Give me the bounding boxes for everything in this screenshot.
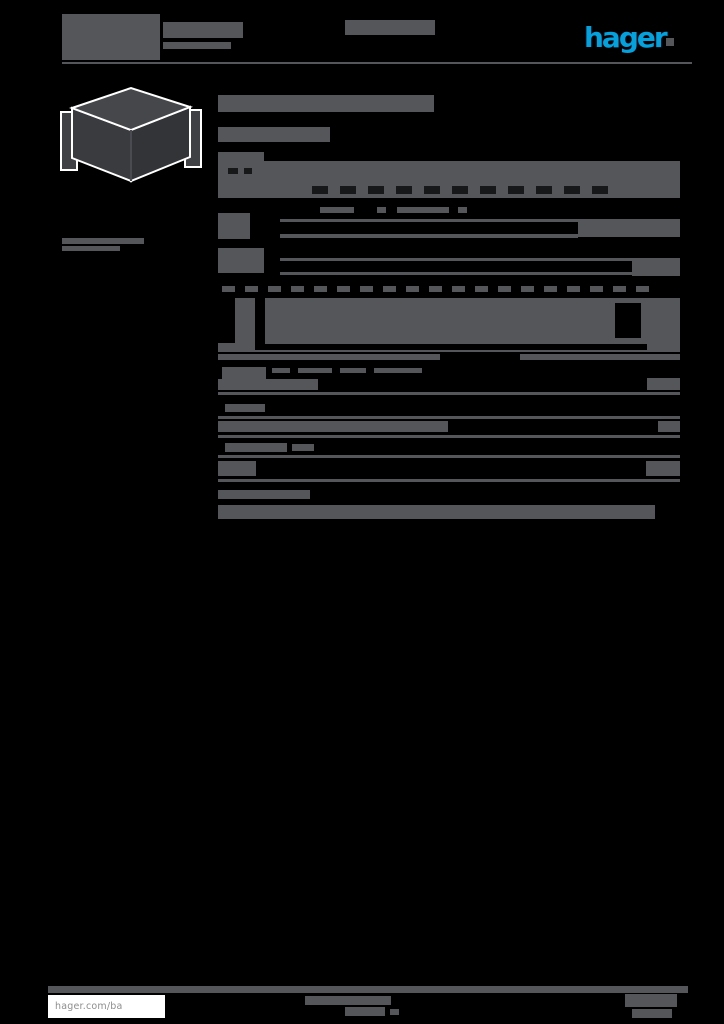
spec-row7-rule-top (218, 416, 680, 419)
dimension-dash-strip-10 (452, 286, 465, 292)
dimension-dash-strip-9 (429, 286, 442, 292)
spec-frag-a4 (458, 207, 467, 213)
dimension-dash-strip-16 (590, 286, 603, 292)
dimension-dash-strip-2 (268, 286, 281, 292)
panel-text-dashes-7 (508, 186, 524, 194)
table-header-panel (218, 161, 680, 198)
line-c-left (218, 354, 440, 360)
dimension-dash-strip-11 (475, 286, 488, 292)
dimension-dash-strip-1 (245, 286, 258, 292)
dimension-dash-strip-0 (222, 286, 235, 292)
spec-row6-rule (218, 392, 680, 395)
footer-url-box (48, 995, 165, 1018)
spec-row8-rule-top (218, 455, 680, 458)
rule-c-right-stub (647, 343, 680, 350)
dimension-dash-strip-6 (360, 286, 373, 292)
spec-row7-rule-bottom (218, 435, 680, 438)
dimension-dash-strip-3 (291, 286, 304, 292)
spec-row8-label (225, 443, 287, 452)
spec-frag-a1 (320, 207, 354, 213)
spec-row1-icon (218, 213, 250, 239)
spec-row6-value (647, 378, 680, 390)
product-image (56, 80, 206, 192)
rule-c-line (218, 350, 680, 352)
spec-row1-value (578, 221, 680, 237)
panel-text-dashes-1 (340, 186, 356, 194)
dimension-dash-strip-4 (314, 286, 327, 292)
spec-row2-label (218, 248, 264, 273)
page-subtitle-blob (218, 127, 330, 142)
header-text-line-2 (163, 42, 231, 49)
spec-row7-text (218, 421, 448, 432)
header-divider-rule (62, 62, 692, 64)
footer-center-line-2 (345, 1007, 385, 1016)
footer-right-line-1 (625, 994, 677, 1007)
dimension-dash-strip-5 (337, 286, 350, 292)
dimension-dash-strip-7 (383, 286, 396, 292)
panel-text-dashes-10 (592, 186, 608, 194)
logo-square-mark (666, 38, 674, 46)
spec-frag-a3 (397, 207, 449, 213)
footer-center-frag (390, 1009, 399, 1015)
spec-row6-text (218, 379, 318, 390)
panel-text-dashes-2 (368, 186, 384, 194)
rule-c-left-stub (218, 343, 255, 350)
footer-right-line-2 (632, 1009, 672, 1018)
spec-row1-rule-bottom (280, 234, 578, 238)
panel-icon-mark-2 (244, 168, 252, 174)
footer-url-text[interactable]: hager.com/ba (55, 1001, 123, 1012)
dimension-dash-strip-8 (406, 286, 419, 292)
line-c-right (520, 354, 680, 360)
spec-row2-value (632, 259, 680, 276)
dimension-dash-strip-13 (521, 286, 534, 292)
dimension-dash-strip-15 (567, 286, 580, 292)
spec-row9-label (218, 490, 310, 499)
paragraph-slab-notch (615, 303, 641, 338)
page-title-blob (218, 95, 434, 112)
paragraph-left-strip (235, 298, 255, 345)
spec-frag-a2 (377, 207, 386, 213)
spec-row2-rule-top (280, 258, 680, 261)
panel-icon-mark-1 (228, 168, 238, 174)
panel-text-dashes-0 (312, 186, 328, 194)
margin-reference-line-1 (62, 238, 144, 244)
dimension-dash-strip-12 (498, 286, 511, 292)
panel-text-dashes-5 (452, 186, 468, 194)
spec-row8-left-stub (218, 461, 256, 476)
hager-logo: hager (584, 21, 666, 54)
spec-row6-frag-3 (340, 368, 366, 373)
spec-row8-rule-bottom (218, 479, 680, 482)
footer-center-line-1 (305, 996, 391, 1005)
panel-text-dashes-6 (480, 186, 496, 194)
corner-piece-drawing (56, 80, 206, 192)
footer-stripe (48, 986, 688, 993)
spec-row7-value (658, 421, 680, 432)
margin-reference-line-2 (62, 246, 120, 251)
header-text-line-3 (345, 20, 435, 35)
spec-row7-label (225, 404, 265, 412)
spec-row6-frag-4 (374, 368, 422, 373)
dimension-dash-strip-14 (544, 286, 557, 292)
panel-text-dashes-8 (536, 186, 552, 194)
header-left-block (62, 14, 160, 60)
dimension-dash-strip-17 (613, 286, 626, 292)
dimension-dash-strip-18 (636, 286, 649, 292)
spec-row2-rule-bottom (280, 272, 632, 275)
spec-row8-value (646, 461, 680, 476)
table-header-tab (218, 152, 264, 161)
panel-text-dashes-3 (396, 186, 412, 194)
header-text-line-1 (163, 22, 243, 38)
spec-row9-band (218, 505, 655, 519)
spec-row6-frag-1 (272, 368, 290, 373)
spec-row6-frag-2 (298, 368, 332, 373)
spec-row8-frag (292, 444, 314, 451)
panel-text-dashes-9 (564, 186, 580, 194)
panel-text-dashes-4 (424, 186, 440, 194)
